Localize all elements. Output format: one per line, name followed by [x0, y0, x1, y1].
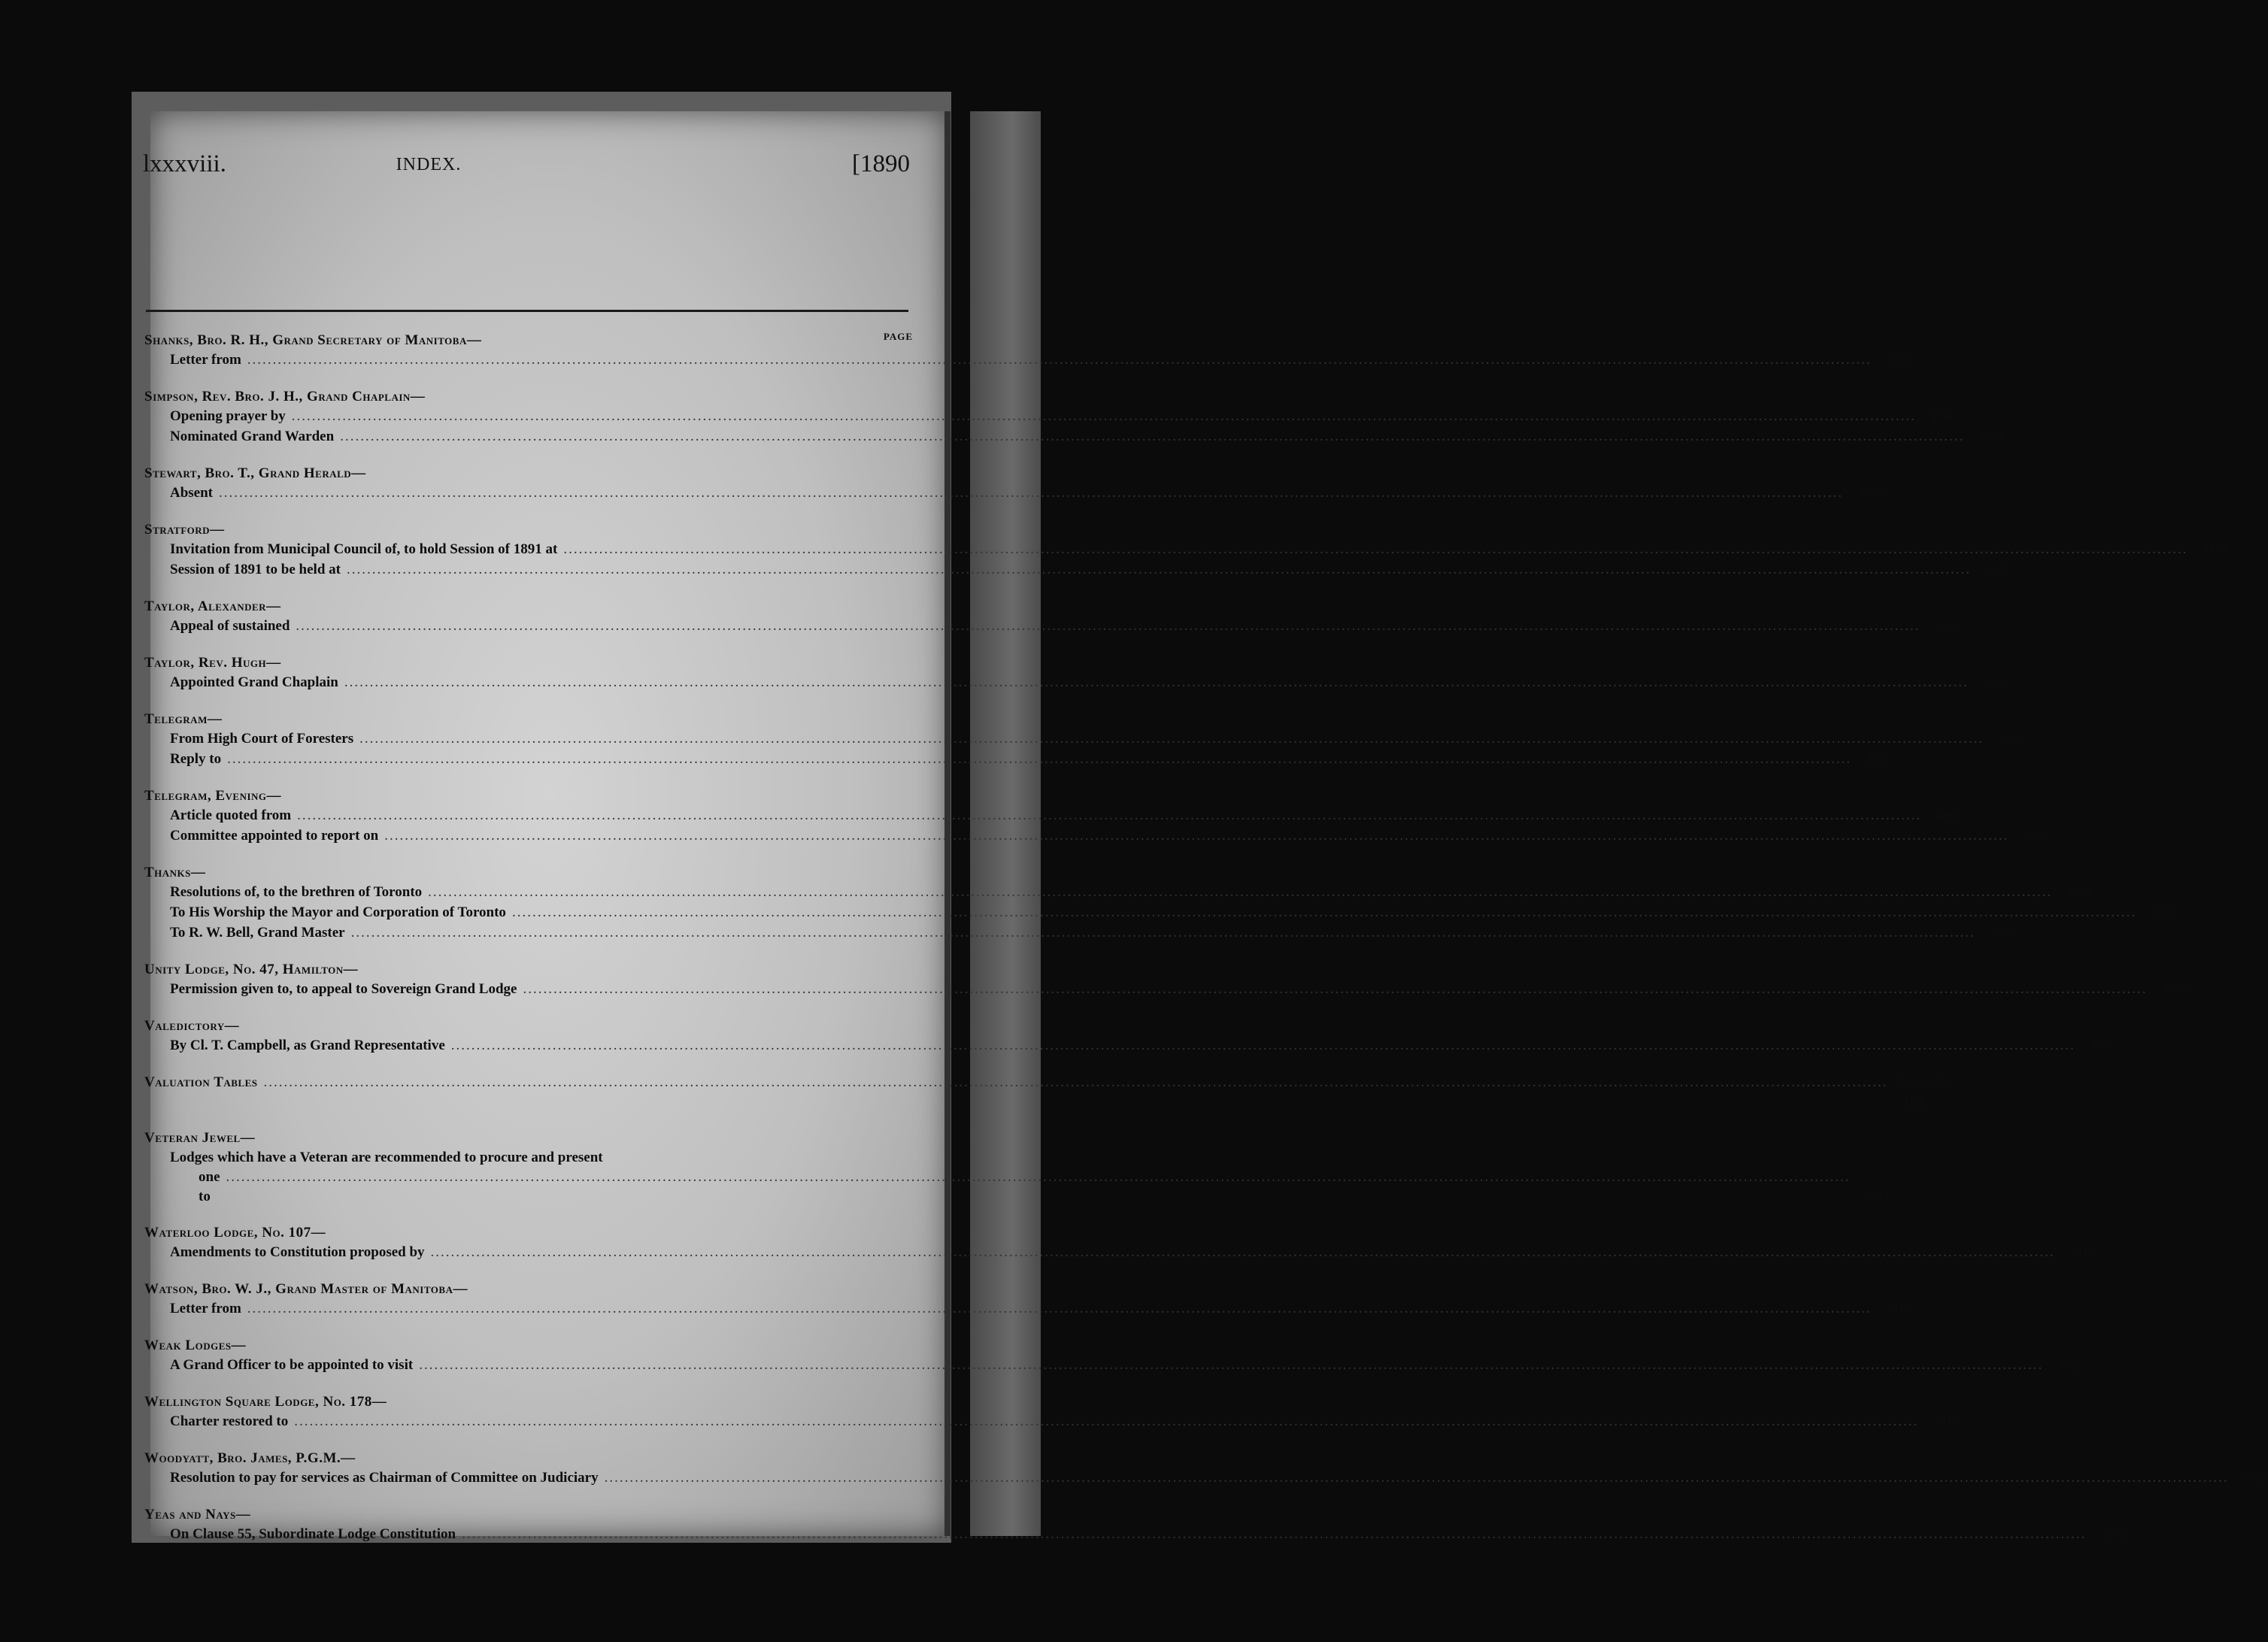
index-line: [144, 1148, 1890, 1207]
page-reference: Appendix, lxii.: [1894, 1074, 1957, 1110]
page-reference: 4926: [1983, 677, 2008, 689]
index-entry: [144, 653, 2008, 693]
index-list: [144, 331, 2268, 1562]
index-entry: [144, 1280, 1911, 1319]
index-line: [144, 826, 2048, 847]
index-line: [144, 1073, 1957, 1112]
entry-text: Resolution to pay for services as Chairman of Committee on Judiciary: [170, 1470, 599, 1486]
leader-dots: [294, 1412, 1918, 1431]
leader-dots: [512, 903, 2136, 922]
index-line: [144, 1356, 2083, 1376]
leader-dots: [431, 1243, 2055, 1262]
index-entry: [144, 710, 2024, 770]
page-column-label: PAGE: [883, 331, 913, 342]
page-reference: 4922: [1865, 1190, 1890, 1203]
page-reference: 4918: [2203, 544, 2227, 556]
leader-dots: [451, 1036, 2075, 1056]
entry-heading: Thanks—: [144, 865, 206, 880]
index-line: [144, 350, 1911, 371]
leader-dots: [247, 350, 1872, 370]
entry-text: On Clause 55, Subordinate Lodge Constitution: [170, 1526, 456, 1542]
index-line: [144, 923, 2015, 944]
entry-text: Absent: [170, 485, 214, 501]
leader-dots: [351, 923, 1975, 943]
entry-heading: Telegram, Evening—: [144, 788, 282, 804]
index-entry: [144, 1505, 2126, 1545]
leader-dots: [226, 1168, 1851, 1187]
entry-text: Permission given to, to appeal to Sovereign Grand Lodge: [170, 981, 517, 997]
index-entry: [144, 1073, 1957, 1112]
header-rule: [146, 310, 908, 312]
entry-heading: Veteran Jewel—: [144, 1130, 256, 1146]
entry-heading: Simpson, Rev. Bro. J. H., Grand Chaplain—: [144, 389, 426, 404]
entry-text: Charter restored to: [170, 1413, 289, 1429]
page-reference: 4922: [2058, 1359, 2083, 1372]
leader-dots: [563, 540, 2188, 559]
index-line: [144, 483, 1883, 504]
entry-text: Appointed Grand Chaplain: [170, 674, 338, 690]
entry-text: Reply to: [170, 751, 222, 767]
entry-heading: Woodyatt, Bro. James, P.G.M.—: [144, 1450, 356, 1466]
leader-dots: [384, 826, 2009, 846]
index-line: [144, 1412, 1958, 1432]
entry-text: Committee appointed to report on: [170, 828, 379, 844]
leader-dots: [428, 883, 2052, 902]
entry-text: To His Worship the Mayor and Corporation of Toronto: [170, 904, 506, 920]
index-entry: [144, 960, 2187, 1000]
entry-text: Letter from: [170, 352, 241, 368]
index-line: [144, 1525, 2126, 1545]
entry-text: From High Court of Foresters: [170, 731, 354, 747]
index-line: [144, 1243, 2094, 1263]
page-reference: 4700: [1930, 410, 1955, 423]
entry-heading: Stewart, Bro. T., Grand Herald—: [144, 465, 366, 481]
leader-dots: [523, 980, 2147, 999]
page-reference: 4919: [1886, 1303, 1911, 1316]
page-reference: 4925: [1990, 927, 2015, 940]
entry-heading: Telegram—: [144, 711, 223, 727]
index-entry: [144, 464, 1883, 504]
leader-dots: [247, 1299, 1872, 1319]
page-reference: 4923: [2067, 886, 2092, 899]
index-entry: [144, 520, 2227, 580]
index-entry: [144, 1128, 1890, 1207]
entry-text: Appeal of sustained: [170, 618, 290, 634]
entry-heading: Weak Lodges—: [144, 1338, 247, 1353]
entry-text: A Grand Officer to be appointed to visit: [170, 1357, 414, 1373]
index-line: [144, 903, 2176, 923]
header-year: [1890: [852, 150, 910, 177]
leader-dots: [227, 750, 1851, 769]
page-folio: lxxxviii.: [143, 150, 226, 177]
entry-text: Invitation from Municipal Council of, to hold Session of 1891 at: [170, 541, 558, 557]
entry-text: Article quoted from: [170, 807, 292, 823]
entry-text: By Cl. T. Campbell, as Grand Representative: [170, 1038, 445, 1053]
index-entry: [144, 597, 1960, 637]
index-entry: [144, 1016, 2115, 1056]
index-line: [144, 750, 1891, 770]
entry-heading: Wellington Square Lodge, No. 178—: [144, 1394, 387, 1410]
leader-dots: [340, 427, 1964, 447]
page-reference: 4888: [1935, 620, 1960, 633]
running-header: [143, 150, 910, 195]
entry-text: Lodges which have a Veteran are recommended to procure and present: [170, 1150, 603, 1165]
entry-text: Amendments to Constitution proposed by: [170, 1244, 425, 1260]
page-reference: 4865: [1866, 753, 1891, 766]
index-entry: [144, 786, 2048, 847]
page-reference: 4925: [1979, 431, 2004, 444]
leader-dots: [219, 483, 1843, 503]
page-reference: 4920: [1886, 354, 1911, 367]
index-line: [144, 806, 1961, 826]
page-reference: 4708: [1858, 487, 1883, 500]
index-entry: [144, 863, 2176, 944]
entry-text: Nominated Grand Warden: [170, 429, 335, 444]
entry-heading: Valuation Tables: [144, 1074, 258, 1090]
entry-text: Opening prayer by: [170, 408, 286, 424]
entry-text: Session of 1891 to be held at: [170, 562, 341, 577]
index-line: [144, 1299, 1911, 1319]
leader-dots: [297, 806, 1921, 826]
page-reference: 4933: [2162, 983, 2187, 996]
leader-dots: [359, 729, 1984, 749]
index-line: [144, 1468, 2268, 1489]
page-reference: 4948: [2090, 1040, 2115, 1053]
index-entry: [144, 1336, 2083, 1376]
entry-heading: Taylor, Alexander—: [144, 598, 281, 614]
index-line: [144, 980, 2187, 1000]
entry-heading: Taylor, Rev. Hugh—: [144, 655, 281, 671]
entry-heading: Yeas and Nays—: [144, 1507, 251, 1522]
page-reference: 4923: [2151, 907, 2176, 919]
page-reference: 4860: [1999, 733, 2024, 746]
leader-dots: [296, 617, 1920, 636]
leader-dots: [605, 1468, 2229, 1488]
page-reference: 4867: [2024, 830, 2048, 843]
leader-dots: [462, 1525, 2086, 1544]
index-entry: [144, 387, 2004, 447]
index-line: [144, 673, 2008, 693]
entry-heading: Waterloo Lodge, No. 107—: [144, 1225, 326, 1241]
page-reference: 4867: [1936, 810, 1961, 823]
index-line: [144, 883, 2092, 903]
index-entry: [144, 331, 1911, 371]
entry-heading: Shanks, Bro. R. H., Grand Secretary of Manitoba—: [144, 332, 482, 348]
page-reference: 4918: [1985, 564, 2010, 577]
entry-heading: Watson, Bro. W. J., Grand Master of Manitoba—: [144, 1281, 468, 1297]
leader-dots: [344, 673, 1969, 692]
entry-heading: Stratford—: [144, 522, 225, 538]
index-entry: [144, 1449, 2268, 1489]
page-reference: 4882: [2101, 1528, 2126, 1541]
leader-dots: [264, 1073, 1888, 1092]
page-reference: 4915: [1933, 1416, 1958, 1428]
index-line: [144, 407, 1955, 427]
index-line: [144, 1036, 2115, 1056]
index-line: [144, 560, 2010, 580]
leader-dots: [292, 407, 1916, 426]
index-line: [144, 617, 1960, 637]
entry-text-continued: one to: [199, 1169, 220, 1204]
index-entry: [144, 1392, 1958, 1432]
entry-heading: Unity Lodge, No. 47, Hamilton—: [144, 962, 359, 977]
entry-text: To R. W. Bell, Grand Master: [170, 925, 345, 941]
page-reference: 4842: [2069, 1247, 2094, 1259]
index-entry: [144, 1223, 2094, 1263]
entry-text: Letter from: [170, 1301, 241, 1316]
index-line: [144, 729, 2024, 750]
page-title: INDEX.: [396, 155, 462, 174]
index-line: [144, 427, 2004, 447]
entry-text: Resolutions of, to the brethren of Toronto: [170, 884, 423, 900]
page-reference: 4925: [2243, 1472, 2268, 1485]
leader-dots: [419, 1356, 2043, 1375]
entry-heading: Valedictory—: [144, 1018, 240, 1034]
index-line: [144, 540, 2227, 560]
leader-dots: [347, 560, 1971, 580]
